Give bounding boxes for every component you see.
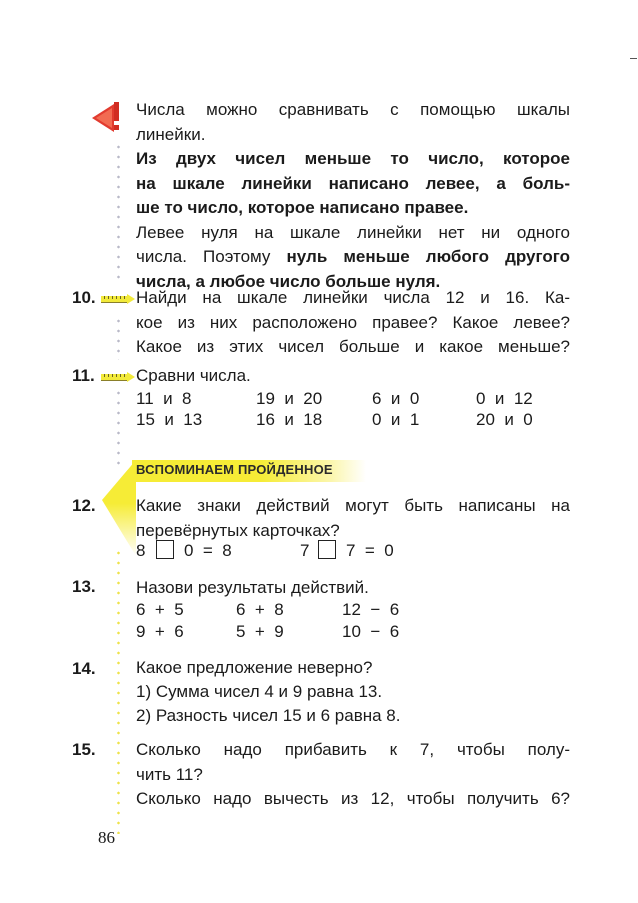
- task-15-line-1: Сколько надо прибавить к 7, чтобы полу-: [136, 740, 570, 759]
- task-12-line-1: Какие знаки действий могут быть написаны на: [136, 496, 570, 515]
- task-10-line-2: кое из них расположено правее? Какое левее?: [136, 312, 570, 332]
- page-number: 86: [98, 828, 115, 847]
- blank-card-box: [318, 540, 336, 559]
- ruler-arrow-icon: [101, 372, 135, 382]
- expression: 6 + 5: [136, 600, 184, 619]
- equation-1-left: 8: [136, 541, 146, 560]
- equation-1-right: 0 = 8: [184, 541, 232, 560]
- rule-text: [136, 98, 570, 294]
- compare-pair: 20 и 0: [476, 410, 533, 429]
- task-11-number: 11.: [72, 366, 95, 385]
- task-13-row-1: [136, 600, 570, 624]
- dotted-rule-intro: [117, 142, 120, 282]
- task-12-number: 12.: [72, 496, 96, 515]
- task-12-text: [136, 494, 570, 543]
- task-10-line-1: Найди на шкале линейки числа 12 и 16. Ка-: [136, 288, 570, 307]
- rule-line-6: Левее нуля на шкале линейки нет ни одного: [136, 222, 570, 242]
- ruler-arrow-icon: [101, 294, 135, 304]
- compare-pair: 16 и 18: [256, 410, 323, 429]
- compare-pair: 19 и 20: [256, 389, 323, 408]
- rule-line-7-plain: числа. Поэтому: [136, 247, 287, 266]
- compare-pair: 0 и 1: [372, 410, 420, 429]
- expression: 12 − 6: [342, 600, 400, 619]
- blank-card-box: [156, 540, 174, 559]
- equation-2-left: 7: [300, 541, 310, 560]
- rule-line-3: Из двух чисел меньше то число, которое: [136, 149, 570, 168]
- rule-line-7-bold: нуль меньше любого другого: [286, 247, 570, 266]
- task-12-line-2: перевёрнутых карточках?: [136, 520, 340, 540]
- rule-line-5: ше то число, которое написано правее.: [136, 198, 469, 217]
- banner-triangle-icon: [96, 460, 136, 556]
- expression: 6 + 8: [236, 600, 284, 619]
- expression: 9 + 6: [136, 622, 184, 641]
- banner-label: ВСПОМИНАЕМ ПРОЙДЕННОЕ: [136, 462, 333, 477]
- rule-line-1: Числа можно сравнивать с помощью шкалы: [136, 100, 570, 119]
- task-13-title: Назови результаты действий.: [136, 578, 369, 597]
- task-14-number: 14.: [72, 659, 96, 678]
- edge-mark: [630, 58, 637, 59]
- compare-pair: 15 и 13: [136, 410, 203, 429]
- task-14-title: Какое предложение неверно?: [136, 658, 373, 677]
- task-13-row-2: [136, 622, 570, 646]
- expression: 10 − 6: [342, 622, 400, 641]
- task-14-text: [136, 656, 570, 728]
- expression: 5 + 9: [236, 622, 284, 641]
- compare-pair: 0 и 12: [476, 389, 533, 408]
- rule-line-4: на шкале линейки написано левее, а боль-: [136, 173, 570, 193]
- compare-pair: 6 и 0: [372, 389, 420, 408]
- rule-line-7: [136, 245, 570, 270]
- task-10-number: 10.: [72, 288, 96, 307]
- task-11-title: Сравни числа.: [136, 366, 251, 385]
- dotted-rule-task10: [117, 316, 120, 360]
- rule-line-8: числа, а любое число больше нуля.: [136, 271, 441, 291]
- compare-pair: 11 и 8: [136, 389, 192, 408]
- task-10-text: [136, 286, 570, 360]
- equation-2-right: 7 = 0: [346, 541, 394, 560]
- dotted-rule-review: [117, 548, 120, 834]
- task-15-number: 15.: [72, 740, 96, 759]
- task-11-row-2: [136, 410, 570, 434]
- exclamation-arrow-icon: [90, 100, 124, 136]
- task-13-number: 13.: [72, 577, 96, 596]
- task-15-line-3: Сколько надо вычесть из 12, чтобы получить 6?: [136, 789, 570, 808]
- task-14-option-1: 1) Сумма чисел 4 и 9 равна 13.: [136, 682, 383, 701]
- dotted-rule-task11: [117, 388, 120, 470]
- task-15-line-2: чить 11?: [136, 764, 203, 784]
- task-10-line-3: Какое из этих чисел больше и какое меньше?: [136, 337, 570, 356]
- task-12-equations: [136, 541, 570, 565]
- rule-line-2: линейки.: [136, 124, 206, 144]
- task-14-option-2: 2) Разность чисел 15 и 6 равна 8.: [136, 706, 401, 725]
- task-15-text: [136, 738, 570, 812]
